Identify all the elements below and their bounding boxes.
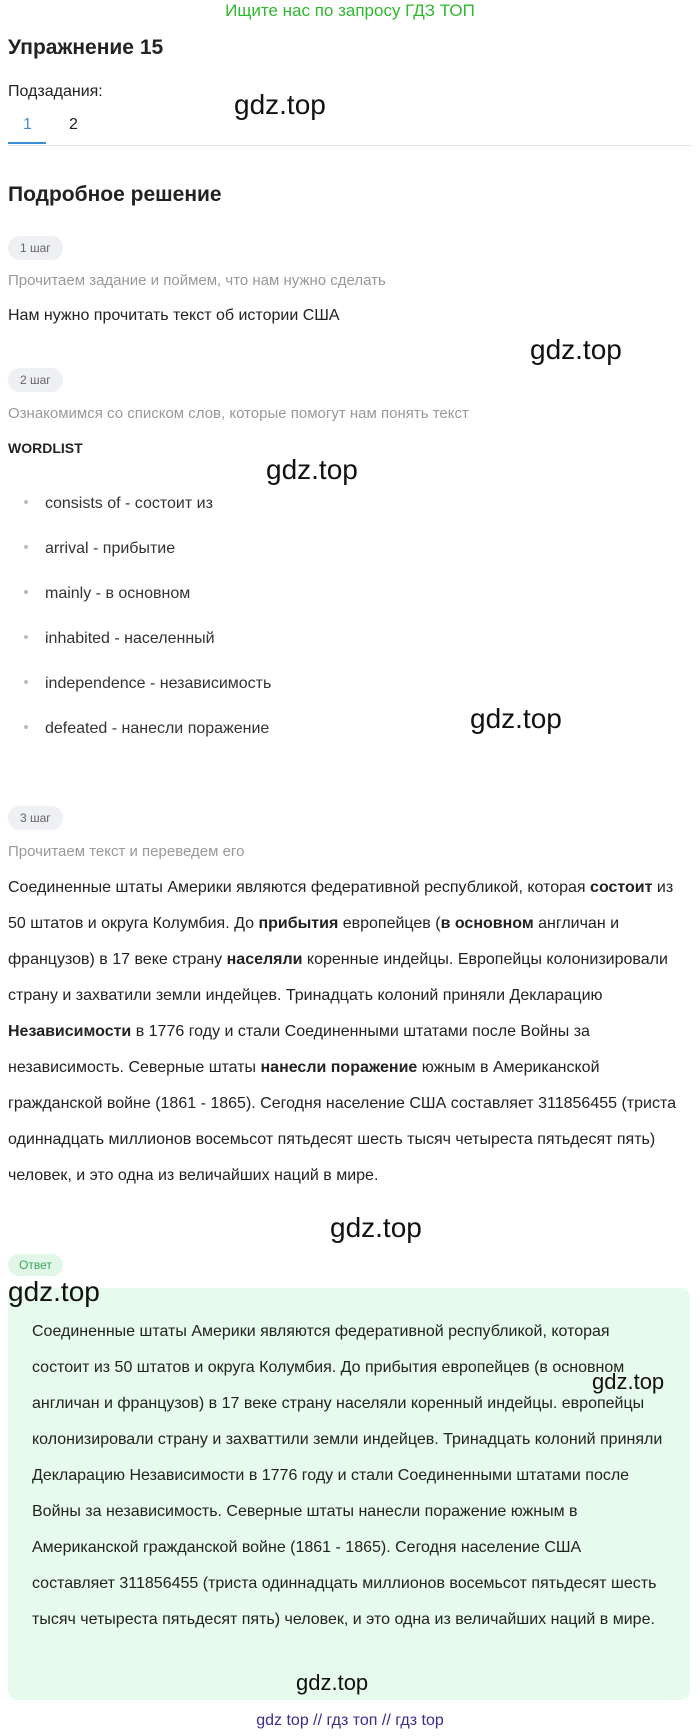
footer-links: [0, 1712, 700, 1730]
highlighted-word: в основном: [440, 915, 534, 932]
search-banner[interactable]: Ищите нас по запросу ГДЗ ТОП: [225, 1, 475, 20]
wordlist-item: mainly - в основном: [24, 585, 190, 603]
wordlist-item: inhabited - населенный: [24, 630, 215, 648]
watermark: gdz.top: [470, 703, 562, 734]
watermark: gdz.top: [530, 334, 622, 365]
step-badge: 1 шаг: [8, 236, 63, 260]
bullet-icon: [24, 635, 28, 639]
step-hint: Ознакомимся со списком слов, которые помогут нам понять текст: [8, 405, 469, 422]
text-segment: англичан и французов) в 17 веке страну: [8, 915, 620, 968]
footer-separator: //: [313, 1712, 323, 1729]
wordlist-item: consists of - состоит из: [24, 495, 213, 513]
footer-link[interactable]: gdz top: [256, 1712, 309, 1729]
translation-text: [8, 870, 692, 1194]
step-badge: 2 шаг: [8, 368, 63, 392]
subtasks-label: Подзадания:: [8, 83, 103, 100]
step-badge: 3 шаг: [8, 806, 63, 830]
bullet-icon: [24, 500, 28, 504]
step-hint: Прочитаем текст и переведем его: [8, 843, 245, 860]
text-segment: европейцев (: [338, 915, 441, 932]
text-segment: коренные индейцы. Европейцы колонизировали страну и захватили земли индейцев. Тринадцать колоний приняли Декларацию: [8, 951, 668, 1004]
divider: [8, 145, 692, 146]
text-segment: из 50 штатов и округа Колумбия. До: [8, 879, 674, 932]
tab-subtask-2[interactable]: 2: [69, 116, 78, 133]
wordlist-heading: WORDLIST: [8, 440, 83, 456]
bullet-icon: [24, 680, 28, 684]
answer-badge: Ответ: [8, 1254, 63, 1276]
highlighted-word: населяли: [226, 951, 303, 968]
wordlist-item: independence - независимость: [24, 675, 271, 693]
text-segment: южным в Американской гражданской войне (1861 - 1865). Сегодня население США составляет 311856455 (триста одиннадцать миллионов восемьсот пятьдесят шесть тысяч четыреста пятьдесят пять) человек, и это одна из величайших наций в мире.: [8, 1059, 676, 1184]
bullet-icon: [24, 590, 28, 594]
page-title: Упражнение 15: [8, 36, 164, 59]
step-hint: Прочитаем задание и поймем, что нам нужно сделать: [8, 272, 386, 289]
active-tab-indicator: [8, 142, 46, 144]
tab-subtask-1[interactable]: 1: [23, 116, 32, 133]
highlighted-word: нанесли поражение: [260, 1059, 418, 1076]
footer-link[interactable]: гдз топ: [326, 1712, 378, 1729]
footer-link[interactable]: гдз top: [395, 1712, 444, 1729]
watermark: gdz.top: [296, 1670, 369, 1695]
text-segment: в 1776 году и стали Соединенными штатами после Войны за независимость. Северные штаты: [8, 1023, 590, 1076]
bullet-icon: [24, 545, 28, 549]
step-text: Нам нужно прочитать текст об истории США: [8, 307, 340, 324]
solution-heading: Подробное решение: [8, 183, 222, 206]
watermark: gdz.top: [592, 1369, 665, 1394]
answer-box: [8, 1288, 690, 1700]
watermark: gdz.top: [266, 454, 358, 485]
highlighted-word: прибытия: [258, 915, 339, 932]
footer-separator: //: [381, 1712, 391, 1729]
watermark: gdz.top: [234, 89, 326, 120]
answer-text: Соединенные штаты Америки являются федеративной республикой, которая состоит из 50 штатов и округа Колумбия. До прибытия европейцев (в основном англичан и французов) в 17 веке страну населяли коренный индейцы. европейцы колонизировали страну и захваттили земли индейцев. Тринадцать колоний приняли Декларацию Независимости в 1776 году и стали Соединенными штатами после Войны за независимость. Северные штаты нанесли поражение южным в Американской гражданской войне (1861 - 1865). Сегодня население США составляет 311856455 (триста одиннадцать миллионов восемьсот пятьдесят шесть тысяч четыреста пятьдесят пять) человек, и это одна из величайших наций в мире.: [32, 1323, 663, 1628]
wordlist-item: defeated - нанесли поражение: [24, 720, 269, 738]
text-segment: Соединенные штаты Америки являются федеративной республикой, которая: [8, 879, 591, 896]
highlighted-word: состоит: [590, 879, 653, 896]
bullet-icon: [24, 725, 28, 729]
watermark: gdz.top: [8, 1276, 100, 1307]
watermark: gdz.top: [330, 1212, 422, 1243]
wordlist-item: arrival - прибытие: [24, 540, 175, 558]
highlighted-word: Независимости: [8, 1023, 132, 1040]
